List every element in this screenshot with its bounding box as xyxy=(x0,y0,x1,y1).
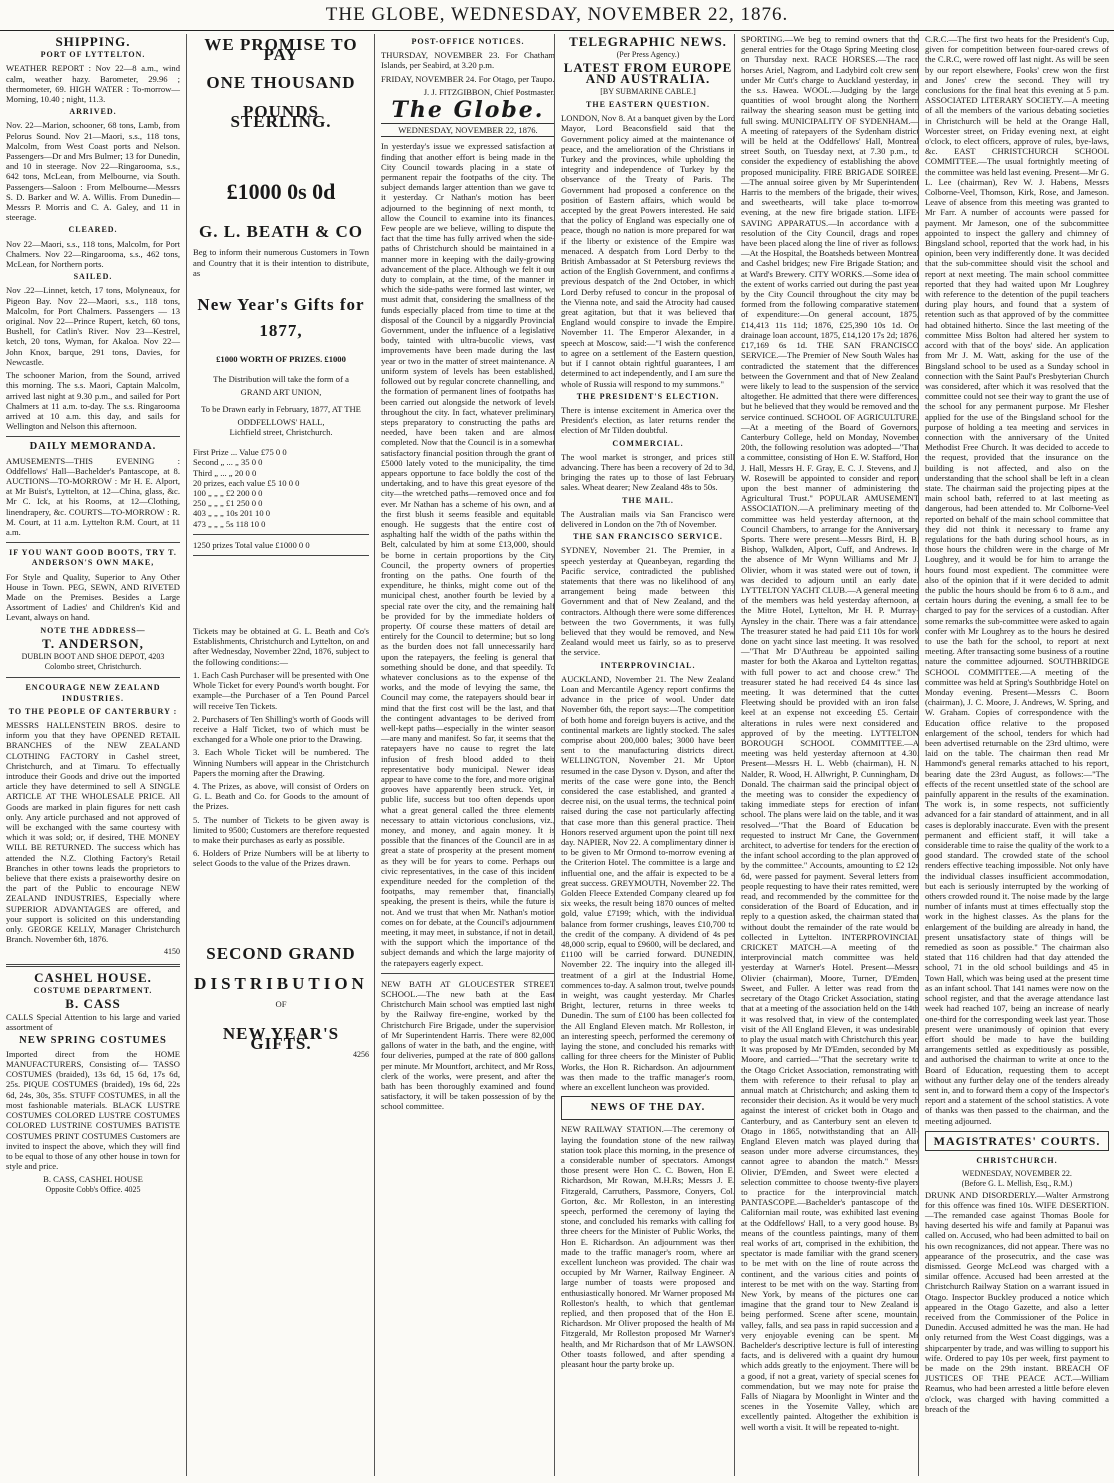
cass-intro: CALLS Special Attention to his large and varied assortment of xyxy=(6,1012,180,1033)
local-news-text: C.R.C.—The first two heats for the President's Cup, given for competition between four-oared crews of the C.R.C, were rowed off last night. As will be seen by our report elsewhere, Fooks' crew won the first and Jones' crew the second. They will try conclusions for the final heat this evening at 5 p.m. ASSOCIATED LITERARY SOCIETY.—A meeting of all the members of the various debating societies in Christchurch will be held at the Orange Hall, Worcester street, on Friday evening next, at eight o'clock, to elect officers, approve of rules, bye-laws, &c. EAST CHRISTCHURCH SCHOOL COMMITTEE.—The usual fortnightly meeting of the committee was held last evening. Present—Mr G. L. Lee (chairman), Rev W. J. Habens, Messrs Colborne-Veel, Thomson, Kirk, Rose, and Jameson. Leave of absence from this meeting was granted to Mr Farr. A number of accounts were passed for payment. Mr Jameson, one of the subcommittee appointed to inspect the gallery and chimney of Bingsland school, reported that the work had, in his opinion, been very indifferently done. It was decided that the sub-committee should visit the school and report at next meeting. The main school committee reported that they had waited upon Mr Loughrey with reference to the detention of the pupil teachers during play hours, and found that a system of retention such as that approved of by the committee had obtained hitherto. Since the last meeting of the committee Miss Bolton had altered her system to accord with that of the boys' side. An application from Mr J. M. Watt, asking for the use of the Bingsland school to be used as a Sunday school in connection with the Saint Paul's Presbyterian Church was considered, after which it was resolved that the committee could not see their way to grant the use of the school for any permanent purpose. Mr Flesher applied for the use of the Bingsland school for the purpose of holding a tea meeting and services in connection with the anniversary of the United Methodist Free Church. It was decided to accede to the request, provided that the insurance on the building is not affected, and also on the understanding that the school shall be left in a clean state. The chairman said the projecting pipes at the main school bath, referred to at last meeting as dangerous, had been attended to. Mr Colborne-Veel reported on behalf of the main school committee that they did not think it necessary to frame any regulations for the bath during school hours, as in those hours the children were in the charge of Mr Loughrey, and it would be for him to arrange the hours found most expedient. The committee were also of the opinion that if it were decided to admit the public the hours should be from 6 to 8 a.m., and certain hours during the evening, a small fee to be charged to pay for the services of a custodian. After some remarks the sub-committee were asked to again confer with Mr Loughrey as to the hours he desired to use the bath for the school, to report at next meeting. After transacting some business of a routine nature the committee adjourned. SOUTHBRIDGE SCHOOL COMMITTEE.—A meeting of the committee was held at Spring's Southbridge Hotel on Monday evening. Present—Messrs C. Boorn (chairman), J. C. Moore, J. Andrews, W. Spring, and W. Graham. Copies of correspondence with the Education office relative to the proposed enlargement of the school, tenders for which had been advertised returnable on the 23rd ultimo, were laid on the table. The chairman then read Mr Hammond's general remarks attached to his report, bearing date the 23rd August, as follows:—"The effects of the recent unsettled state of the school are painfully apparent in the results of the examination. The work is, in some respects, not sufficiently advanced for a fair standard of attainment, and in all cases is deplorably inaccurate. Even with the present permanent and efficient staff, it will take a considerable time to raise the quality of the work to a good standard. The crowded state of the school renders effective teaching impossible. Not only have the individual classes insufficient accommodation, but each is seriously interrupted by the working of others crowded round it. The noise made by the large number of infants must at times effectually stop the work in the highest classes. As the plans for the enlargement of the building are already in hand, the present unsatisfactory state of things will be remedied as soon as possible." The chairman also stated that 116 children had that day attended the school, 71 in the old school buildings and 45 in Town Hall, which was being used at the present time as an infant school. That 141 names were now on the school register, and that the average attendance last week had reached 107, being an increase of nearly one-third for the corresponding week last year. Those present were unanimously of opinion that every effort should be made to have the building arrangements settled as expeditiously as possible, and authorised the chairman to write at once to the Board of Education, requesting them to accept without any further delay one of the tenders already sent in, and to forward them a copy of the Inspector's report and a statement of the school statistics. A vote of thanks was then passed to the chairman, and the meeting adjourned. xyxy=(925,34,1110,1126)
depot-text: DUBLIN BOOT AND SHOE DEPOT, 4203 Colombo street, Christchurch. xyxy=(21,651,165,672)
prize-list xyxy=(193,447,369,529)
post-office-title: POST-OFFICE NOTICES. xyxy=(411,37,525,46)
court-date: WEDNESDAY, NOVEMBER 22. xyxy=(962,1169,1072,1179)
masthead: THE GLOBE, WEDNESDAY, NOVEMBER 22, 1876. xyxy=(0,0,1114,31)
cass-signature: B. CASS, CASHEL HOUSE xyxy=(43,1174,143,1185)
president-heading: THE PRESIDENT'S ELECTION. xyxy=(576,391,720,401)
second-grand: SECOND GRAND xyxy=(206,943,356,963)
weather-report: WEATHER REPORT : Nov 22—8 a.m., wind calm, weather hazy. Barometer, 29.96 ; thermometer, 69. HIGH WATER : To-morrow—Morning, 10.40 ; night, 11.3. xyxy=(6,63,180,105)
interprovincial-heading: INTERPROVINCIAL. xyxy=(600,660,696,670)
submarine-cable: [BY SUBMARINE CABLE.] xyxy=(600,86,696,96)
cass-name: B. CASS xyxy=(65,996,121,1012)
commercial-heading: COMMERCIAL. xyxy=(612,438,684,448)
oddfellows-hall: ODDFELLOWS' HALL, xyxy=(237,416,325,427)
distribution-form: The Distribution will take the form of a xyxy=(213,374,349,385)
new-years-gifts-2: NEW YEAR'S GIFTS. xyxy=(222,1024,340,1054)
column-beath-ad xyxy=(186,34,375,1476)
press-agency: (Per Press Agency.) xyxy=(616,50,680,60)
editorial-dateline: WEDNESDAY, NOVEMBER 22, 1876. xyxy=(381,123,555,137)
globe-logo: The Globe. xyxy=(391,97,545,124)
cass-list: Imported direct from the HOME MANUFACTURERS, Consisting of— TASSO COSTUMES (braided), 13s 6d, 15 6d, 17s 6d, 25s. PIQUE COSTUMES (braided), 19s 6d, 22s 6d, 24s, 30s, 35s. STUFF COSTUMES, in all the most fashionable materials. BLACK LUSTRE COSTUMES COLORED LUSTRE COSTUMES COLORED LUSTRINE COSTUMES BATISTE COSTUMES PRINT COSTUMES Customers are invited to inspect the above, which they will find to be equal to those of any other house in town for style and price. xyxy=(6,1048,180,1172)
prize-row: 403 „ „ „ 10s 201 10 0 xyxy=(193,508,271,519)
pounds-sterling: POUNDS STERLING. xyxy=(230,101,332,131)
condition-4: 4. The Prizes, as above, will consist of Orders on G. L. Beath and Co. for Goods to the amount of the Prizes. xyxy=(193,780,369,812)
eastern-heading: THE EASTERN QUESTION. xyxy=(586,100,710,110)
sf-text: SYDNEY, November 21. The Premier, in a speech yesterday at Queanbeyan, regarding the Pacific service, contradicted the published statements that there was no likelihood of any arrangement being made between this Government and that of New Zealand, and the contractors. Although there were some differences between the two Governments, it was fully believed that they would be removed, and New Zealand would meet us fairly, so as to preserve the service. xyxy=(561,545,735,658)
bath-article: NEW BATH AT GLOUCESTER STREET SCHOOL.—The new bath at the East Christchurch Main school was emptied last night by the Railway fire-engine, worked by the Christchurch Fire Brigade, under the supervision of Mr Superintendent Harris. There were 82,000 gallons of water in the bath, and the engine, with four deliveries, pumped at the rate of 800 gallons per minute. Mr Mountfort, architect, and Mr Ross, clerk of the works, were present, and after the bath has been thoroughly examined and found satisfactory, it will be taken possession of by the school committee. xyxy=(381,978,555,1112)
promise-headline: WE PROMISE TO PAY xyxy=(204,35,358,65)
condition-6: 6. Holders of Prize Numbers will be at liberty to select Goods to the value of the Prizes drawn. xyxy=(193,848,369,869)
condition-5: 5. The number of Tickets to be given away is limited to 9500; Customers are therefore requested to make their purchases as early as possible. xyxy=(193,814,369,845)
address-note: NOTE THE ADDRESS— xyxy=(40,625,146,635)
condition-3: 3. Each Whole Ticket will be numbered. The Winning Numbers will appear in the Christchurch Papers the morning after the Drawing. xyxy=(193,747,369,778)
distribution: DISTRIBUTION xyxy=(194,973,368,993)
eastern-text: LONDON, Nov 8. At a banquet given by the Lord Mayor, Lord Beaconsfield said that the Government policy aimed at the maintenance of peace, and the amelioration of the Christians in Turkey and the provinces, while upholding the integrity and independence of Turkey by the observance of the Treaty of Paris. The Government had proposed a conference on the position of Eastern affairs, which would be accepted by the great Powers interested. He said that the policy of England was especially one of peace, though no nation is more prepared for war if the liberty or existence of the Empire was menaced. A despatch from Lord Derby to the British Ambassador at St Petersburg reviews the action of the English Government, and confirms a previous despatch of the 2nd October, in which Lord Derby refused to concur in the proposal of the Vienna note, and said the Atrocity had caused great agitation, but that it was believed that England would conspire to invade the Empire. November 11. The Emperor Alexander, in a speech at Moscow, said:—"I wish the conference to agree on a settlement of the Eastern question, but if I cannot obtain rightful guarantees, I am determined to act independently, and I am sure the whole of Russia will respond to my summons." xyxy=(561,113,735,389)
latest-headline: LATEST FROM EUROPE AND AUSTRALIA. xyxy=(563,60,733,86)
one-thousand: ONE THOUSAND xyxy=(206,73,356,93)
ad-number-2: 4256 xyxy=(353,1049,369,1059)
cass-address: Opposite Cobb's Office. 4025 xyxy=(45,1184,141,1194)
memoranda-title: DAILY MEMORANDA. xyxy=(29,441,157,453)
ad-number: 4150 xyxy=(164,947,180,957)
prize-row: 473 „ „ „ 5s 118 10 0 xyxy=(193,518,266,529)
column-shipping xyxy=(6,34,186,1476)
court-text: DRUNK AND DISORDERLY.—Walter Armstrong for this offence was fined 10s. WIFE DESERTION.—The remanded case against Thomas Boole for having deserted his wife and family at Papanui was called on. Accused, who had been admitted to bail on his own recognizances, did not appear. There was no appearance of the prosecutrix, and the case was dismissed. George McLeod was charged with a similar offence. Accused had been arrested at the Christchurch Railway Station on a warrant issued in Otago. Inspector Buckley produced a notice which appeared in the Otago Gazette, and also a letter received from the Commissioner of the Police in Dunedin. Accused admitted he was the man. He had only returned from the West Coast diggings, was a shipcarpenter by trade, and was willing to support his wife. Ordered to pay 10s per week, first payment to be made on the 29th instant. BREACH OF JUSTICES OF THE PEACE ACT.—William Reamus, who had been arrested a little before eleven o'clock, was charged with having committed a breach of the xyxy=(925,1189,1110,1414)
arrived-heading: ARRIVED. xyxy=(69,107,117,117)
court-before: (Before G. L. Mellish, Esq., R.M.) xyxy=(961,1179,1073,1189)
commercial-text: The wool market is stronger, and prices still advancing. There has been a recovery of 2d to 3d, bringing the rates up to those of last February sales. Wheat dearer; New Zealand 48s to 50s. xyxy=(561,451,735,493)
mail-text: The Australian mails via San Francisco were delivered in London on the 7th of November. xyxy=(561,508,735,529)
art-union: GRAND ART UNION, xyxy=(240,387,322,398)
president-text: There is intense excitement in America over the President's election, as later returns render the election of Mr Tilden doubtful. xyxy=(561,404,735,436)
boots-heading: IF YOU WANT GOOD BOOTS, TRY T. ANDERSON'S OWN MAKE, xyxy=(9,548,177,568)
prize-row: 100 „ „ „ £2 200 0 0 xyxy=(193,488,263,499)
post-office-2: FRIDAY, NOVEMBER 24. For Otago, per Taupo. xyxy=(381,73,555,84)
lichfield-street: Lichfield street, Christchurch. xyxy=(229,427,333,438)
tickets-info: Tickets may be obtained at G. L. Beath and Co's Establishments, Christchurch and Lyttelton, on and after Wednesday, November 22nd, 1876, subject to the following conditions:— xyxy=(193,626,369,667)
telegraphic-title: TELEGRAPHIC NEWS. xyxy=(569,34,727,49)
encourage-heading: ENCOURAGE NEW ZEALAND INDUSTRIES. xyxy=(25,683,161,703)
port-title: PORT OF LYTTELTON. xyxy=(40,50,146,60)
sailed-heading: SAILED. xyxy=(73,272,113,282)
condition-1: 1. Each Cash Purchaser will be presented with One Whole Ticket for every Pound's worth bought. For example—the Purchaser of a Ten Pound Parcel will receive Ten Tickets. xyxy=(193,669,369,711)
beath-name: G. L. BEATH & CO xyxy=(199,222,363,242)
memoranda-text: AMUSEMENTS—THIS EVENING : Oddfellows' Hall—Bachelder's Pantascope, at 8. AUCTIONS—TO-MORROW : Mr H. E. Alport, at Mr Buist's, Lyttelton, at 12—China, glass, &c. Mr C. Ick, at his Rooms, at 12—Clothing, linendrapery, &c. COURTS—TO-MORROW : R. M. Court, at 11 a.m. Lyttelton R.M. Court, at 11 a.m. xyxy=(6,455,180,537)
prize-row: First Prize ... Value £75 0 0 xyxy=(193,447,287,458)
beath-intro: Beg to inform their numerous Customers in Town and Country that it is their intention to distribute, as xyxy=(193,247,369,278)
column-telegraphic xyxy=(554,34,741,1476)
spring-costumes: NEW SPRING COSTUMES xyxy=(19,1034,167,1046)
column-editorial xyxy=(374,34,561,1476)
boots-text: For Style and Quality, Superior to Any Other House in Town. PEG, SEWN, AND RIVETED Made on the Premises. Besides a Large Assortment of Ladies' and Children's Kid and Levant, always on hand. xyxy=(6,571,180,623)
anderson-name: T. ANDERSON, xyxy=(42,635,144,651)
shipping-title: SHIPPING. xyxy=(55,34,131,49)
hallenstein-ad: MESSRS HALLENSTEIN BROS. desire to inform you that they have OPENED RETAIL BRANCHES of the NEW ZEALAND CLOTHING FACTORY in Cashel street, Christchurch, and at Timaru. To effectually introduce their Goods and drive out the imported article they have determined to sell A SINGLE ARTICLE AT THE WHOLESALE PRICE. All Goods are marked in plain figures for nett cash only. Any article purchased and not approved of will be exchanged with the same courtesy with which it was sold; or, if desired, THE MONEY WILL BE RETURNED. The success which has attended the N.Z. Clothing Factory's Retail Branches in other towns leads the proprietors to believe that there exists a praiseworthy desire on the part of the Public to encourage NEW ZEALAND INDUSTRIES, Especially where SUPERIOR ADVANTAGES are offered, and your support is solicited on this understanding only. GEORGE KELLY, Manager Christchurch Branch. November 6th, 1876. xyxy=(6,719,180,945)
drawn-date: To be Drawn early in February, 1877, AT THE xyxy=(201,403,361,414)
interprovincial-text: AUCKLAND, November 21. The New Zealand Loan and Mercantile Agency report confirms the advance in the price of wool. Under date November 6th, the report says:—The competition of both home and foreign buyers is active, and the continental markets are lightly stocked. The sales comprise about 200,000 bales; 3000 have been sent to the manufacturing districts direct. WELLINGTON, November 21. Mr Upton resumed in the case Dyson v. Dyson, and after the merits of the case were gone into, the Bench considered the case established, and granted a decree nisi, on the usual terms, the technical point raised during the case not particularly affecting that case more than this general practice. Their Honors reserved argument upon the point till next day. NAPIER, Nov 22. A complimentary dinner is to be given to Mr Ormond to-morrow evening at the Criterion Hotel. The committee is a large and influential one, and the affair is expected to be a great success. GREYMOUTH, November 22. The Golden Fleece Extended Company cleared up for six weeks, the result being 1870 ounces of melted gold, value £7199; which, with the individual balance from former crushings, leaves £10,700 to the credit of the company. A dividend of 4s per 48,000 scrip, equal to £9600, will be declared, and £1100 will be carried forward. DUNEDIN, November 22. The inquiry into the alleged ill-treatment of a girl at the Industrial Home, commences to-day. A salmon trout, twelve pounds in weight, was caught yesterday. Mr Charles Bright, lecturer, returns in three weeks to Dunedin. The sum of £100 has been collected for the All England Eleven match. Mr Rolleston, in an interesting speech, performed the ceremony of laying the stone, and concluded his remarks with calling for three cheers for the Minister of Public Works, the Hon R. Richardson. An adjournment was then made to the traffic manager's room, where an excellent luncheon was provided. xyxy=(561,673,735,1092)
prize-total: 1250 prizes Total value £1000 0 0 xyxy=(193,539,310,550)
costume-dept: COSTUME DEPARTMENT. xyxy=(33,985,153,995)
magistrates-title: MAGISTRATES' COURTS. xyxy=(925,1131,1109,1151)
cleared-heading: CLEARED. xyxy=(68,225,118,235)
prizes-line: £1000 WORTH OF PRIZES. £1000 xyxy=(216,354,346,365)
news-text: NEW RAILWAY STATION.—The ceremony of laying the foundation stone of the new railway station took place this morning, in the presence of a considerable number of spectators. Amongst those present were Hon C. C. Bowen, Hon E. Richardson, Mr Rowan, M.H.Rs; Messrs J. E. Fitzgerald, Carruthers, Passmore, Conyers, Col. Gorton, &c. Mr Rolleston, in an interesting speech, performed the ceremony of laying the stone, and concluded his remarks with calling for three cheers for the Minister of Public Works, the Hon E. Richardson. An adjournment was then made to the traffic manager's room, where an excellent luncheon was provided. The chair was occupied by Mr Warner, Railway Engineer. A large number of toasts were proposed and enthusiastically honored. Mr Warner proposed Mr Rolleston's health, to which that gentleman replied, and then proposed that of the Hon E. Richardson. Mr Oliver proposed the health of Mr Fitzgerald, Mr Rolleston proposed Mr Warner's health, and Mr Richardson that of Mr LAWSON. Other toasts followed, and after spending a pleasant hour the party broke up. xyxy=(561,1124,735,1369)
sf-heading: THE SAN FRANCISCO SERVICE. xyxy=(573,532,723,542)
prize-row: Third „ ... „ 20 0 0 xyxy=(193,467,257,478)
prize-row: Second „ ... „ 35 0 0 xyxy=(193,457,263,468)
arrived-text: Nov. 22—Marion, schooner, 68 tons, Lamb, from Pelorus Sound. Nov 21—Maori, s.s., 118 tons, Malcolm, from West Coast ports and Nelson. Passengers—Dr and Mrs Bulmer; 13 for Dunedin, and 10 in steerage. Nov 22—Ringarooma, s.s., 642 tons, McLean, from Melbourne, via South. Passengers—Saloon : From Melbourne—Messrs S. D. Barker and W. A. Willis. From Dunedin—Messrs P. Morris and C. A. Galey, and 11 in steerage. xyxy=(6,120,180,223)
cashel-house-title: CASHEL HOUSE. xyxy=(34,969,152,985)
news-column-text: SPORTING.—We beg to remind owners that the general entries for the Otago Spring Meeting close on Thursday next. RACE HORSES.—The race horses Ariel, Nagrom, and Ladybird colt crew sent under Mr Cutt's charge to Auckland yesterday, in the s.s. Hawea. WOOL.—Judging by the large quantities of wool brought along the Northern railway the shearing season must be getting into full swing. MUNICIPALITY OF SYDENHAM.—A meeting of ratepayers of the Sydenham district will be held at the Oddfellows' Hall, Montreal street South, on Tuesday next, at 7.30 p.m., to consider the expediency of establishing the above proposed municipality. FIRE BRIGADE SOIREE.—The annual soiree given by Mr Superintendent Harris to the members of the brigade, their wives, and sweethearts, will take place to-morrow evening, at the new fire brigade station. LIFE-SAVING APPARATUS.—In accordance with a resolution of the City Council, drags and ropes have been placed along the line of river as follows:—At the Hospital, the Boatsheds between Montreal and Cashel bridges; new Fire Brigade Station; and at Ward's Brewery. CITY WORKS.—Some idea of the extent of works carried out during the past year by the City Council throughout the city may be formed from the following comparative statement of expenditure:—On general account, 1875, £14,413 11s 11d; 1876, £25,390 10s 1d. On drainage loan account, 1875, £14,120 17s 2d; 1876, £17,169 6s 1d. THE SAN FRANCISCO SERVICE.—The Premier of New South Wales has contradicted the statement that the differences between the Government and that of New Zealand were likely to lead to the suspension of the service altogether. He admitted that there were differences, but he believed that they would be removed and the service continued. SCHOOL OF AGRICULTURE.—At a meeting of the Board of Governors, Canterbury College, held on Monday, November 20th, the following resolution was adopted—"That a committee, consisting of Hon E. W. Stafford, Hon J. Hall, Messrs H. F. Gray, E. C. J. Stevens, and J. W. Rosewill be appointed to consider and report upon the best manner of administering the Agricultural Trust." POPULAR AMUSEMENT ASSOCIATION.—A preliminary meeting of the committee was held yesterday afternoon, at the Council Chambers, to arrange for the Anniversary Sports. There were present—Messrs Bird, H. B. Bishop, Walkden, Alport, Cuff, and Andrews. In the absence of Mr Wynn Williams and Mr J. Olivier, whom it was stated were out of town, it was decided to adjourn until an early date. LYTTELTON YACHT CLUB.—A general meeting of the members was held yesterday afternoon, at the Mitre Hotel, Lyttelton, Mr H. P. Murray-Aynsley in the chair. There was a fair attendance. The treasurer stated he had paid £11 10s for work done on yacht since last meeting. It was resolved—"That Mr D'Authreau be appointed sailing master for both the Akaroa and Lyttelton regattas, with full power to act and choose crew." The treasurer stated he had received £4 4s since last meeting. It was determined that the cutter Fleetwing should be provided with an iron false keel at an expense not exceeding £5. Certain alterations in rules were next considered and approved of by the meeting. LYTTELTON BOROUGH SCHOOL COMMITTEE.—A meeting was held yesterday afternoon at 4.30. Present—Messrs H. L. Webb (chairman), H. N. Nalder, R. Wood, H. Allwright, P. Cunningham, Dr Donald. The chairman said the principal object of the meeting was to consider the expediency of taking immediate steps for erection of infant school. The plans were laid on the table, and it was resolved—"That the Board of Education be requested to instruct Mr Cane, the Government architect, to advertise for tenders for the erection of the infant school according to the plan approved of by the committee." Accounts, amounting to £2 12s 6d, were passed for payment. Several letters from people requesting to have their rates remitted, were read, and recommended by the committee for the consideration of the Board of Education, and in reply to a question asked, the chairman stated that without doubt the remainder of the rate would be collected in Lyttelton. INTERPROVINCIAL CRICKET MATCH.—A meeting of the interprovincial match committee was held yesterday at Warner's Hotel. Present—Messrs Olivier (chairman), Moore, Turner, D'Emden, Sweet, and Fuller. A letter was read from the secretary of the Otago Cricket Association, stating that at a meeting of the association held on the 14th it was resolved that, in view of the contemplated visit of the All England Eleven, it was undesirable to play the usual match with Christchurch this year. It was proposed by Mr D'Emden, seconded by Mr Moore, and carried—"That the secretary write to the Otago Cricket Association, remonstrating with them with reference to their refusal to play an annual match at Christchurch; and asking them to reconsider their decision. As it would be very much against the interest of cricket both in Otago and Canterbury, and as Canterbury sent an eleven to Otago in 1865, notwithstanding that an All-England Eleven match was played during that season under more adverse circumstances, they cannot agree to abandon the match." Messrs Olivier, D'Emden, and Sweet were elected a selection committee to choose twenty-five players to practice for the interprovincial match. PANTASCOPE.—Bachelder's pantascope of the Californian mail route, was exhibited last evening at the Oddfellows' Hall, to a very good house. By means of the countless paintings, many of them real works of art, comprised in the exhibition, the spectator is made familiar with the grand scenery to be met with on the line of route across the continent, and the various cities and points of interest to be met with on the way. Starting from New York, by means of the pictures one can imagine that the grand tour to New Zealand is being performed. Scene after scene, mountain, valley, falls, and sea pass in rapid succession and a very enjoyable evening can be spent. Mr Bachelder's descriptive lecture is full of interesting facts, and is delivered with a quaint dry humour which adds greatly to the enjoyment. There will be a good, if not a great, variety of special scenes for commendation, but we may note for praise the Falls of Niagara by Moonlight in Winter and the scenes in the Yosemite Valley, which are excellently painted. Altogether the exhibition is well worth a visit. It will be repeated to-night. xyxy=(741,34,919,1432)
amount: £1000 0s 0d xyxy=(226,179,336,205)
cleared-text: Nov 22—Maori, s.s., 118 tons, Malcolm, for Port Chalmers. Nov 22—Ringarooma, s.s., 462 tons, McLean, for Northern ports. xyxy=(6,238,180,270)
new-years-gifts: New Year's Gifts for 1877, xyxy=(197,295,365,341)
news-title: NEWS OF THE DAY. xyxy=(590,1102,706,1114)
postmaster-signature: J. J. FITZGIBBON, Chief Postmaster. xyxy=(423,86,555,97)
prize-row: 20 prizes, each value £5 10 0 0 xyxy=(193,477,300,488)
mail-heading: THE MAIL. xyxy=(622,495,674,505)
column-local xyxy=(918,34,1114,1476)
to-people: TO THE PEOPLE OF CANTERBURY : xyxy=(8,706,178,716)
of-word: OF xyxy=(275,998,287,1009)
prize-row: 250 „ „ „ £1 250 0 0 xyxy=(193,498,263,509)
condition-2: 2. Purchasers of Ten Shilling's worth of Goods will receive a Half Ticket, two of which must be exchanged for a Whole one prior to the Drawing. xyxy=(193,713,369,745)
christchurch-heading: CHRISTCHURCH. xyxy=(976,1155,1058,1165)
sailed-text: Nov .22—Linnet, ketch, 17 tons, Molyneaux, for Pigeon Bay. Nov 22—Maori, s.s., 118 tons, Malcolm, for Port Chalmers. Passengers — 13 original. Nov 22—Prince Rupert, ketch, 60 tons, Bushell, for Catlin's River. Nov 23—Kestrel, ketch, 20 tons, Wyman, for Akaloa. Nov 22—John Knox, barque, 291 tons, Davies, for Newcastle. xyxy=(6,285,180,367)
editorial-text: In yesterday's issue we expressed satisfaction at finding that another effort is being made in the City Council towards placing in a state of permanent repair the footpaths of the city. The subject demands larger attention than we gave to it yesterday. Cr Nathan's motion has been adjourned to the beginning of next month, to allow the Council to examine into its finances. Few people are we believe, willing to dispute the fact that the time has fully arrived when the side-paths of Christchurch should be maintained in a manner more in keeping with the daily-growing advancement of the place. Although we felt it our duty to complain, at the time, of the manner in which the side-paths were formed last winter, we must admit that, considering the smallness of the funds especially placed from time to time at the disposal of the Council by a niggardly Provincial Government, under the influence of a legislative body, tainted with ultra-bucolic views, vast improvements have been made during the last year or two in the matter of street maintenance. A uniform system of levels has been established, followed out by regular concrete channelling, and the formation of permanent lines of footpaths has been carried out alongside the network of levels throughout the city. In fact, whatever preliminary steps preparatory to constructing the paths are needed, have been taken and are almost completed. Now that the Council is in a somewhat satisfactory financial position through the grant of £5000 lately voted to the municipality, the time appears opportune to face boldly the cost of the undertaking, and to have this great eyesore of the city—the wretched paths—removed once and for ever. Mr Nathan has a scheme of his own, and at the first blush it seems feasible and equitable enough. He suggests that the entire cost of asphalting half the width of the paths within the Belt, calculated by him at some £13,000, should be borne in certain proportions by the City Council, the property owners of properties fronting on the paths. One fourth of the expenditure, he thinks, might come out of the municipal chest, another fourth be levied by a special rate over the city, and the remaining half be provided for by the immediate holders of property. Of course these matters of detail are entirely for the Council to determine; but so long as the burden does not fall unnecessarily hard upon the ratepayers, the feeling is general that something should be done, and that speedily. To whatever conclusions as to the expense of the works, and the mode of levying the same, the Council may come, the ratepayers should bear in mind that the first cost will be the last, and that the contingent advantages to be derived from well-kept paths—especially in the winter season—are many and manifest. So far, it seems that the ratepayers have no cause to regret the late infusion of fresh blood added to their representative body municipal. Newer ideas appear to have come to the fore, and more original grooves have apparently been struck. Yet, in public life, success but too often depends upon what a great general called the three elements necessary to attain victorious conclusions, viz., money, and money, and again money. It is possible that the finances of the Council are in as great a state of prosperity at the present moment as they will be for years to come. Perhaps our civic representatives, in the case of this incident expenditure needed for the completion of the footpaths, may remember that, financially speaking, the present is theirs, while the future is not. And we trust that when Mr. Nathan's motion comes on for debate, at the Council's adjournment meeting, it may meet, in substance, if not in detail, with the support which the importance of the subject demands and which the large majority of the ratepayers eagerly expect. xyxy=(381,141,555,968)
column-news xyxy=(734,34,925,1476)
shipping-notes: The schooner Marion, from the Sound, arrived this morning. The s.s. Maori, Captain Malcolm, arrived last night at 9.30 p.m., and sailed for Port Chalmers at 11 a.m. to-day. The s.s. Ringarooma arrived at 10 a.m. this day, and sails for Wellington and Nelson this afternoon. xyxy=(6,370,180,432)
post-office-1: THURSDAY, NOVEMBER 23. For Chatham Islands, per Seabird, at 3.20 p.m. xyxy=(381,50,555,71)
